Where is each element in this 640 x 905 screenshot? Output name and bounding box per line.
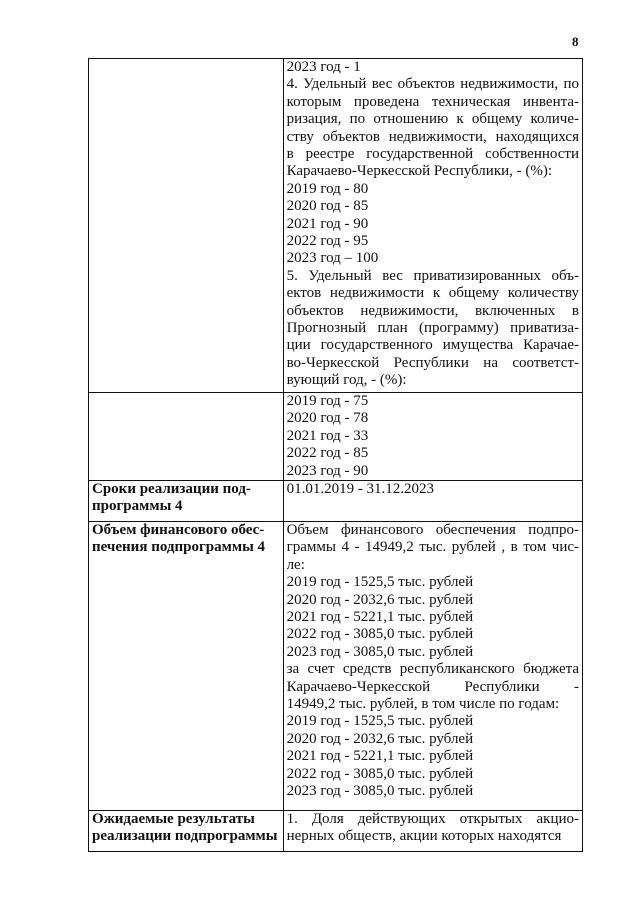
text-line: 2023 год - 1 <box>286 59 361 75</box>
table-row <box>89 522 583 811</box>
row-content-funding-volume <box>283 522 582 811</box>
row-content-implementation-period <box>283 481 582 522</box>
text-line: 1. Доля действующих открытых акцио- <box>286 811 579 828</box>
text-line: ству объектов недвижимости, находящихся <box>286 128 579 145</box>
row-content <box>283 393 582 481</box>
text-line: 5. Удельный вес приватизированных объ- <box>286 267 579 284</box>
label-line: реализации подпрограммы <box>92 828 278 845</box>
text-line: 4. Удельный вес объектов недвижимости, по <box>286 76 579 93</box>
label-line: печения подпрограммы 4 <box>92 539 266 556</box>
label-line: Ожидаемые результаты <box>92 811 255 828</box>
table-row <box>89 811 583 852</box>
row-content-expected-results <box>283 811 582 852</box>
text-line: 2019 год - 1525,5 тыс. рублей <box>286 574 474 591</box>
text-line: которым проведена техническая инвента- <box>286 93 579 110</box>
row-content <box>283 59 582 393</box>
text-line: Прогнозный план (программу) приватиза- <box>286 319 579 336</box>
text-line: граммы 4 - 14949,2 тыс. рублей , в том чис- <box>286 539 579 556</box>
text-line: 2020 год - 78 <box>286 410 369 427</box>
text-line: ции государственного имущества Карачае- <box>286 337 579 354</box>
row-label-funding-volume <box>89 522 284 811</box>
text-line: ризация, по отношению к общему количе- <box>286 111 579 128</box>
row-label <box>89 393 284 481</box>
text-line: 2021 год - 5221,1 тыс. рублей <box>286 609 474 626</box>
text-line: 2023 год – 100 <box>286 250 379 267</box>
label-line: программы 4 <box>92 498 183 515</box>
text-line: 2022 год - 3085,0 тыс. рублей <box>286 765 474 782</box>
row-label-implementation-period <box>89 481 284 522</box>
row-label-expected-results <box>89 811 284 852</box>
text-line: во-Черкесской Республики на соответст- <box>286 354 579 371</box>
text-line: объектов недвижимости, включенных в <box>286 302 579 319</box>
label-line: Сроки реализации под- <box>92 481 251 498</box>
text-line: 2023 год - 3085,0 тыс. рублей <box>286 643 474 660</box>
text-line: за счет средств республиканского бюджета <box>286 661 579 678</box>
page-number: 8 <box>572 34 579 49</box>
text-line: 2019 год - 80 <box>286 180 369 197</box>
text-line: 14949,2 тыс. рублей, в том числе по годам: <box>286 696 560 713</box>
text-line: в реестре государственной собственности <box>286 145 579 162</box>
text-line: 2020 год - 2032,6 тыс. рублей <box>286 730 474 747</box>
row-label <box>89 59 284 393</box>
text-line: 2022 год - 95 <box>286 232 369 249</box>
text-line: Карачаево-Черкесской Республики - <box>286 678 579 695</box>
text-line: ле: <box>286 556 305 573</box>
text-line: Карачаево-Черкесской Республики, - (%): <box>286 163 553 180</box>
table-row <box>89 481 583 522</box>
table-row <box>89 59 583 393</box>
text-line: 2022 год - 85 <box>286 445 369 462</box>
text-line: 2020 год - 2032,6 тыс. рублей <box>286 591 474 608</box>
text-line: вующий год, - (%): <box>286 372 407 389</box>
text-line: нерных обществ, акции которых находятся <box>286 828 562 845</box>
text-line: 2019 год - 75 <box>286 393 369 409</box>
text-line: 2021 год - 33 <box>286 427 369 444</box>
text-line: 2022 год - 3085,0 тыс. рублей <box>286 626 474 643</box>
text-line: 01.01.2019 - 31.12.2023 <box>286 481 435 498</box>
passport-table <box>88 58 583 852</box>
text-line: ектов недвижимости к общему количеству <box>286 285 579 302</box>
text-line: 2020 год - 85 <box>286 198 369 215</box>
text-line: 2023 год - 90 <box>286 462 369 479</box>
text-line: 2023 год - 3085,0 тыс. рублей <box>286 783 474 800</box>
text-line: 2021 год - 90 <box>286 215 369 232</box>
table-row <box>89 393 583 481</box>
label-line: Объем финансового обес- <box>92 522 265 539</box>
text-line: 2021 год - 5221,1 тыс. рублей <box>286 748 474 765</box>
text-line: 2019 год - 1525,5 тыс. рублей <box>286 713 474 730</box>
text-line: Объем финансового обеспечения подпро- <box>286 522 579 539</box>
